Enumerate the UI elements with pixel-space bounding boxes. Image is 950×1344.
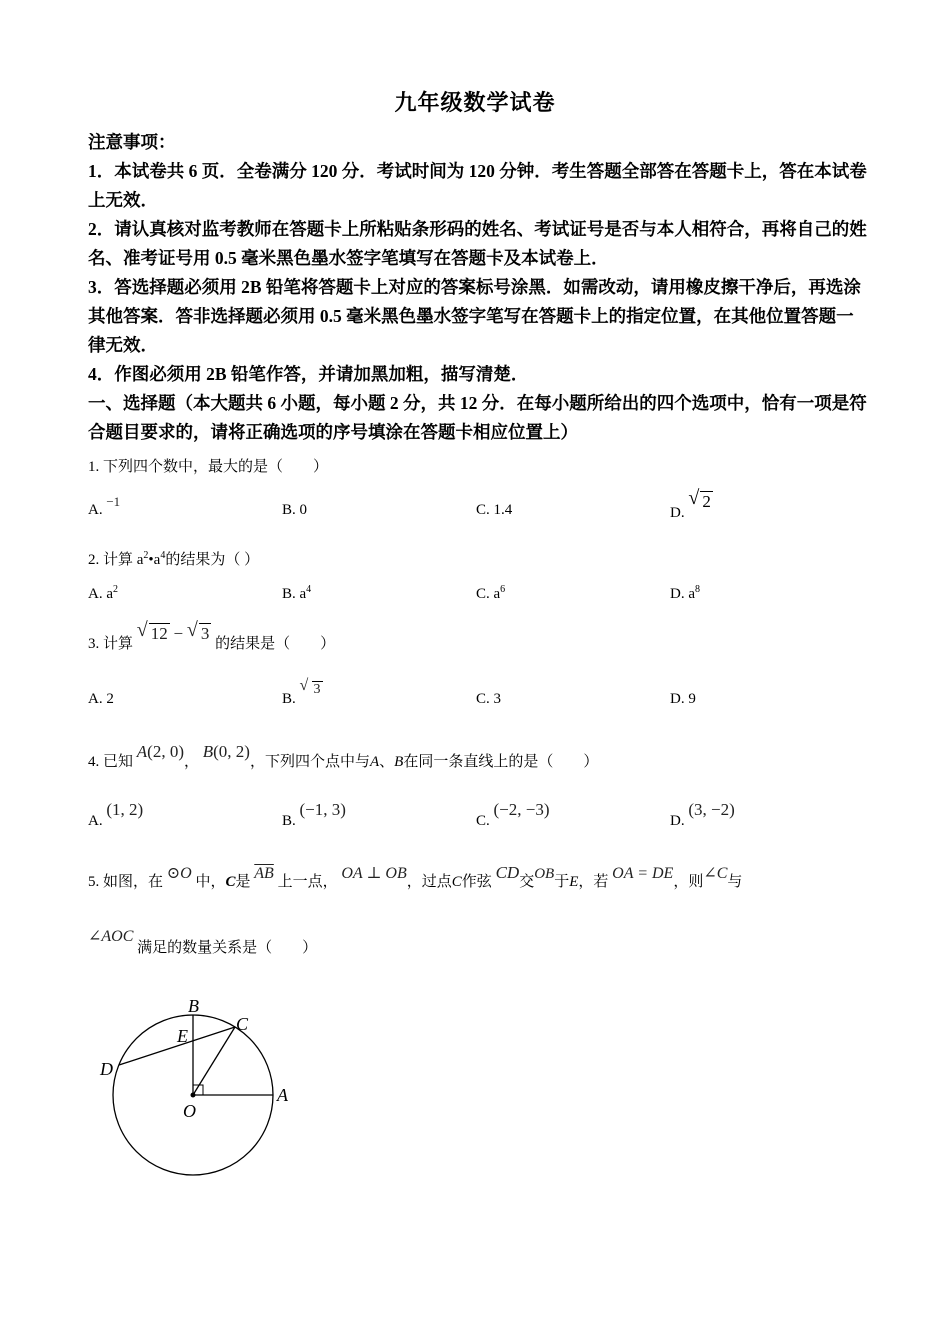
- stem-text: ，若: [578, 874, 609, 890]
- q3-option-a: A. 2: [88, 691, 114, 707]
- exponent: 2: [113, 584, 118, 595]
- angle-symbol: ∠AOC: [88, 928, 134, 945]
- question-5-stem-line1: [88, 863, 868, 891]
- label-c: C: [236, 1014, 249, 1034]
- exponent: 4: [160, 550, 166, 561]
- point-b-def: [203, 742, 250, 761]
- notice-item-1: 1．本试卷共 6 页．全卷满分 120 分．考试时间为 120 分钟．考生答题全部答在答题卡上，答在本试卷上无效．: [88, 161, 867, 210]
- stem-text: 与: [727, 874, 743, 890]
- question-5-stem-line2: [88, 928, 318, 957]
- q4-option-d: [670, 800, 735, 830]
- sqrt-expression: [688, 487, 713, 512]
- stem-text: 上一点，: [277, 874, 338, 890]
- option-label: D.: [670, 505, 685, 521]
- label-o: O: [183, 1101, 196, 1121]
- chord-symbol: CD: [495, 863, 520, 882]
- point-name: C: [451, 874, 462, 890]
- point-name: B: [394, 754, 404, 770]
- q2-option-b: [282, 584, 311, 603]
- stem-text: ，下列四个点中与: [249, 754, 370, 770]
- label-a: A: [277, 1085, 288, 1105]
- radicand: 3: [313, 682, 321, 697]
- option-value: (1, 2): [106, 800, 144, 819]
- section-heading: 一、选择题（本大题共 6 小题，每小题 2 分，共 12 分．在每小题所给出的四个选项中，恰有一项是符合题目要求的，请将正确选项的序号填涂在答题卡相应位置上）: [88, 393, 867, 442]
- radicand: 12: [150, 624, 168, 643]
- exponent: 2: [143, 550, 149, 561]
- q3-option-d: D. 9: [670, 691, 696, 707]
- notice-block: [88, 128, 868, 447]
- sqrt-3: [186, 619, 212, 644]
- notice-item-3: 3．答选择题必须用 2B 铅笔将答题卡上对应的答案标号涂黑．如需改动，请用橡皮擦干净后，再选涂其他答案．答非选择题必须用 0.5 毫米黑色墨水签字笔写在答题卡上的指定位置，在其他位置答题一律无效．: [88, 277, 861, 355]
- stem-text: 5. 如图，在: [88, 874, 164, 890]
- exponent: 8: [695, 584, 700, 595]
- perpendicular-expr: OA ⊥ OB: [341, 865, 407, 882]
- q4-option-a: [88, 800, 144, 830]
- option-label: D.: [670, 813, 685, 829]
- center-point: [191, 1093, 196, 1098]
- label-e: E: [177, 1026, 188, 1046]
- stem-text: •a: [148, 552, 161, 568]
- radicand: 3: [200, 624, 210, 643]
- stem-text: 是: [235, 874, 251, 890]
- radicand: 2: [702, 492, 711, 511]
- page-title: 九年级数学试卷: [394, 90, 556, 115]
- q1-option-c: [476, 502, 512, 519]
- stem-text: 4. 已知: [88, 754, 134, 770]
- sqrt-12: [136, 619, 170, 644]
- stem-text: 作弦: [461, 874, 492, 890]
- arc-symbol: $\overline{AB}$: [254, 865, 274, 882]
- q2-option-a: [88, 584, 118, 603]
- point-name: A: [369, 754, 380, 770]
- stem-text: ，: [183, 754, 199, 770]
- q4-option-b: [282, 800, 346, 830]
- option-label: C.: [476, 502, 490, 518]
- label-d: D: [100, 1059, 113, 1079]
- option-label: B.: [282, 813, 296, 829]
- option-value: 1.4: [493, 502, 513, 518]
- option-value: (−2, −3): [493, 800, 550, 819]
- point-name: E: [569, 874, 579, 890]
- option-text: C. a: [476, 586, 501, 602]
- stem-text: 、: [379, 754, 395, 770]
- coordinates: (2, 0): [147, 742, 184, 761]
- circle-symbol: ⊙O: [166, 865, 192, 882]
- geometry-figure: [95, 995, 295, 1185]
- sqrt-expression: [299, 677, 323, 698]
- q3-option-b: [282, 677, 323, 708]
- option-value: (3, −2): [688, 800, 735, 819]
- question-2-stem: [88, 548, 259, 569]
- q2-option-d: [670, 584, 700, 603]
- stem-text: ，过点: [406, 874, 452, 890]
- point-name: C: [225, 874, 236, 890]
- option-text: B. a: [282, 586, 307, 602]
- exponent: 6: [500, 584, 506, 595]
- option-label: B.: [282, 691, 296, 707]
- radical-sign: √: [299, 677, 309, 694]
- q2-option-c: [476, 584, 505, 603]
- stem-text: 2. 计算 a: [88, 552, 144, 568]
- question-4-stem: [88, 742, 599, 771]
- q4-option-c: [476, 800, 550, 830]
- notice-item-4: 4．作图必须用 2B 铅笔作答，并请加黑加粗，描写清楚．: [88, 364, 529, 384]
- option-value: −1: [106, 494, 121, 509]
- q1-option-a: [88, 494, 121, 519]
- point-name: A: [136, 742, 148, 761]
- equality-expr: OA = DE: [612, 865, 674, 882]
- segment-symbol: OB: [534, 866, 555, 882]
- stem-text: 交: [519, 874, 535, 890]
- radical-sign: √: [136, 619, 148, 641]
- stem-text: 在同一条直线上的是（ ）: [403, 754, 599, 770]
- question-3-stem: [88, 619, 336, 653]
- option-label: A.: [88, 813, 103, 829]
- point-name: B: [202, 742, 214, 761]
- coordinates: (0, 2): [213, 742, 250, 761]
- option-text: D. a: [670, 586, 695, 602]
- option-value: (−1, 3): [299, 800, 346, 819]
- minus-sign: −: [173, 624, 184, 643]
- option-label: B.: [282, 502, 296, 518]
- stem-text: 于: [554, 874, 570, 890]
- stem-text: 中，: [195, 874, 226, 890]
- q1-option-d: [670, 487, 713, 522]
- stem-text: 满足的数量关系是（ ）: [137, 940, 318, 956]
- option-text: A. a: [88, 586, 113, 602]
- q1-option-b: [282, 502, 307, 519]
- exponent: 4: [306, 584, 312, 595]
- option-label: A.: [88, 502, 103, 518]
- label-b: B: [188, 996, 199, 1016]
- radical-sign: √: [688, 487, 700, 509]
- question-1-stem: 1. 下列四个数中，最大的是（ ）: [88, 459, 329, 475]
- stem-text: 的结果为（ ）: [165, 552, 260, 568]
- stem-text: 3. 计算: [88, 636, 134, 652]
- stem-text: ，则: [673, 874, 704, 890]
- notice-item-2: 2．请认真核对监考教师在答题卡上所粘贴条形码的姓名、考试证号是否与本人相符合，再将自己的姓名、准考证号用 0.5 毫米黑色墨水签字笔填写在答题卡及本试卷上．: [88, 219, 867, 268]
- option-label: C.: [476, 813, 490, 829]
- angle-symbol: ∠C: [703, 865, 728, 882]
- stem-text: 的结果是（ ）: [215, 636, 336, 652]
- option-value: 0: [299, 502, 308, 518]
- point-a-def: [137, 742, 184, 761]
- radical-sign: √: [186, 619, 198, 641]
- notice-heading: 注意事项：: [88, 132, 176, 152]
- q3-option-c: C. 3: [476, 691, 502, 707]
